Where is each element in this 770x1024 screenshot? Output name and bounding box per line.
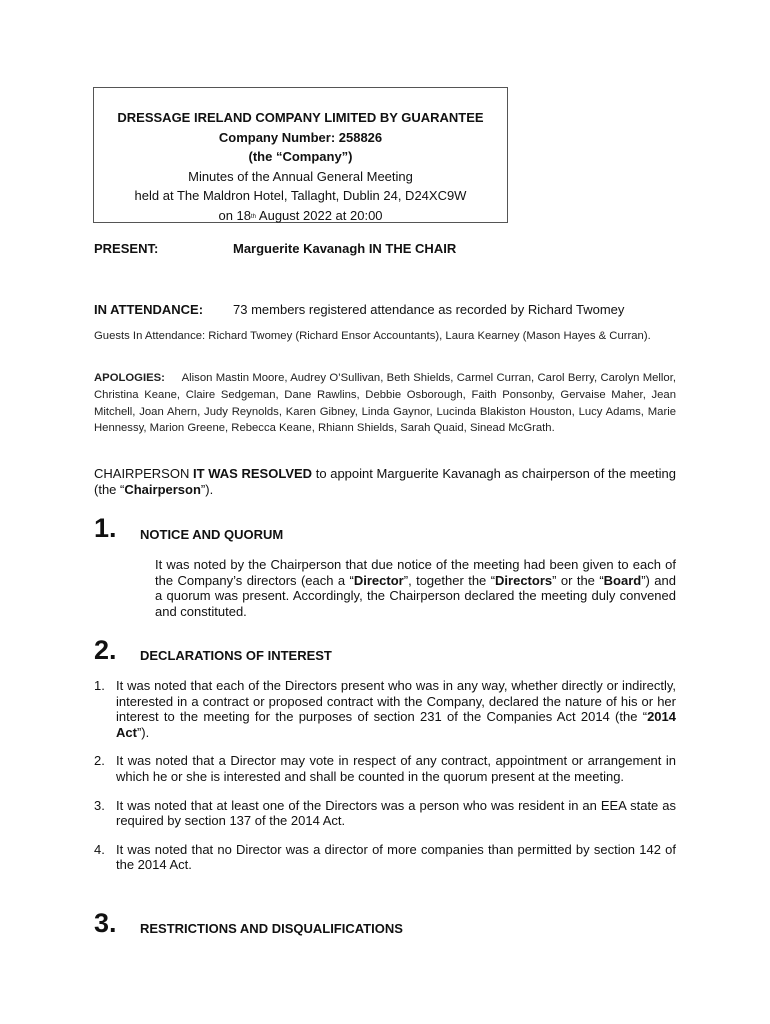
meeting-title: Minutes of the Annual General Meeting — [188, 168, 413, 184]
apologies — [94, 370, 676, 437]
chairperson-resolution: CHAIRPERSON IT WAS RESOLVED to appoint Marguerite Kavanagh as chairperson of the meeting (the “Chairperson”). — [94, 466, 677, 497]
company-name: DRESSAGE IRELAND COMPANY LIMITED BY GUARANTEE — [117, 110, 484, 125]
section-2-number: 2. — [94, 635, 117, 665]
list-item: 2. It was noted that a Director may vote in respect of any contract, appointment or arrangement in which he or she is interested and shall be counted in the quorum present at the meeting. — [94, 753, 676, 784]
attendance-value: 73 members registered attendance as recorded by Richard Twomey — [233, 302, 625, 317]
present-label: PRESENT: — [94, 241, 159, 256]
section-3-number: 3. — [94, 908, 117, 938]
title-box — [93, 87, 508, 223]
list-item: 4. It was noted that no Director was a director of more companies than permitted by section 142 of the 2014 Act. — [94, 841, 676, 873]
company-number: Company Number: 258826 — [218, 129, 383, 145]
meeting-date: on 18th August 2022 at 20:00 — [218, 207, 383, 223]
guests-in-attendance: Guests In Attendance: Richard Twomey (Richard Ensor Accountants), Laura Kearney (Mason Hayes & Curran). — [94, 330, 651, 342]
section-1-heading: NOTICE AND QUORUM — [140, 527, 284, 542]
declarations-list — [94, 678, 676, 873]
list-item: 3. It was noted that at least one of the Directors was a person who was resident in an EEA state as required by section 137 of the 2014 Act. — [94, 797, 676, 829]
list-item: 1. It was noted that each of the Directors present who was in any way, whether directly or indirectly, interested in a contract or proposed contract with the Company, declared the nature of his or her interest to the meeting for the purposes of section 231 of the Companies Act 2014 (the “2014 Act”). — [94, 678, 676, 740]
section-1-paragraph: It was noted by the Chairperson that due notice of the meeting had been given to each of the Company’s directors (each a “Director”, together the “Directors” or the “Board”) and a quorum was present. Accordingly, the Chairperson declared the meeting duly convened and constituted. — [155, 557, 676, 619]
section-1-number: 1. — [94, 513, 117, 543]
attendance-label: IN ATTENDANCE: — [94, 302, 204, 317]
present-value: Marguerite Kavanagh IN THE CHAIR — [233, 241, 457, 256]
meeting-venue: held at The Maldron Hotel, Tallaght, Dublin 24, D24XC9W — [134, 188, 467, 204]
apologies-names: Alison Mastin Moore, Audrey O’Sullivan, Beth Shields, Carmel Curran, Carol Berry, Carolyn Mellor, Christina Keane, Claire Sedgeman, Dane Rawlins, Debbie Osborough, Faith Ponsonby, Gervaise Maher, Jean Mitchell, Joan Ahern, Judy Reynolds, Karen Gibney, Linda Gaynor, Lucinda Blakiston Houston, Lucy Adams, Marie Hennessy, Marion Greene, Rebecca Keane, Rhiann Shields, Sarah Quaid, Sinead McGrath. — [94, 372, 676, 435]
company-defined-term: (the “Company”) — [248, 149, 353, 165]
apologies-label: APOLOGIES: — [94, 372, 165, 384]
section-2-heading: DECLARATIONS OF INTEREST — [140, 648, 332, 663]
section-3-heading: RESTRICTIONS AND DISQUALIFICATIONS — [140, 921, 403, 936]
